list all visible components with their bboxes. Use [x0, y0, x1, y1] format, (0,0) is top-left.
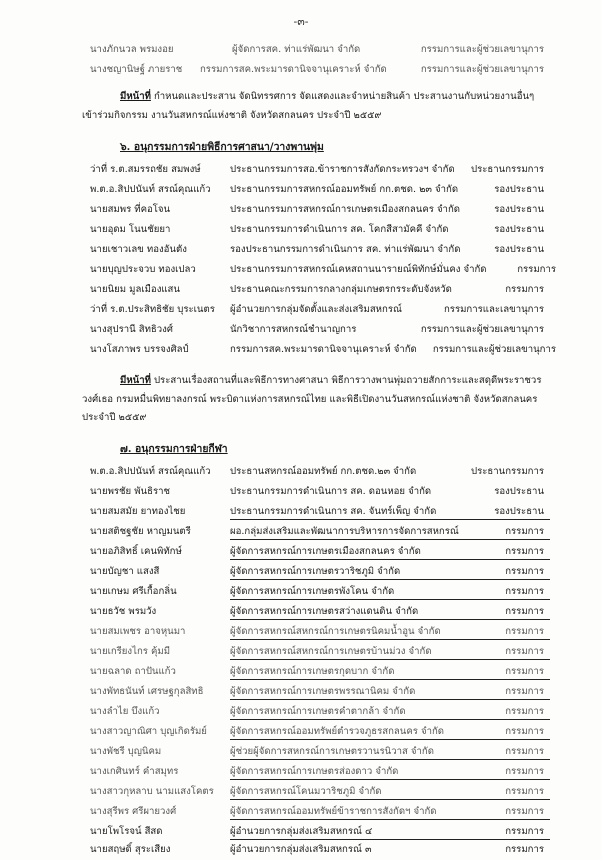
underline-rule [230, 719, 550, 720]
member-role: กรรมการ [517, 264, 556, 275]
member-name: นายบุญประจวบ ทองเปลว [90, 264, 196, 275]
underline-rule [230, 579, 550, 580]
duty-paragraph [82, 372, 544, 428]
member-position: ประธานกรรมการสหกรณ์เคหสถานนารายณ์พิทักษ์มั่นคง จำกัด [230, 264, 487, 275]
member-role: กรรมการ [505, 566, 544, 577]
member-role: กรรมการ [505, 646, 544, 657]
member-role: กรรมการ [505, 726, 544, 737]
underline-rule [230, 799, 550, 800]
member-row [0, 180, 602, 200]
member-position: ผู้จัดการสหกรณ์การเกษตรวาริชภูมิ จำกัด [230, 566, 401, 577]
member-role: กรรมการ [505, 526, 544, 537]
member-role: กรรมการและผู้ช่วยเลขานุการ [420, 324, 544, 335]
member-name: นางภักนวล พรมงอย [90, 44, 174, 55]
member-row [0, 160, 602, 180]
member-position: ประธานกรรมการดำเนินการ สค. จันทร์เพ็ญ จำกัด [230, 506, 437, 517]
member-row [0, 220, 602, 240]
member-position: ประธานกรรมการสหกรณ์ออมทรัพย์ กก.ตชด. ๒๓ จำกัด [230, 184, 459, 195]
member-row [0, 340, 602, 360]
member-role: กรรมการ [505, 826, 544, 837]
member-name: นายสมเพชร อาจหุนมา [90, 626, 186, 637]
member-role: ประธานกรรมการ [471, 164, 544, 175]
member-role: กรรมการ [505, 746, 544, 757]
member-role: รองประธาน [494, 224, 544, 235]
member-name: นางโสภาพร บรรจงศิลป์ [90, 344, 189, 355]
section-heading: ๖. อนุกรรมการฝ่ายพิธีการศาสนา/วางพานพุ่ม [120, 141, 324, 153]
member-row [0, 240, 602, 260]
duty-text: กำหนดและประสาน จัดนิทรรศการ จัดแสดงและจำหน่ายสินค้า ประสานงานกับหน่วยงานอื่นๆ เข้าร่วมกิจกรรม งานวันสหกรณ์แห่งชาติ จังหวัดสกลนคร ประจำปี ๒๕๕๙ [82, 91, 535, 121]
member-position: ประธานกรรมการสหกรณ์การเกษตรเมืองสกลนคร จำกัด [230, 204, 460, 215]
member-row [0, 260, 602, 280]
member-role: กรรมการ [505, 284, 544, 295]
member-name: นางสาวกุหลาบ นามแสงโคตร [90, 786, 214, 797]
underline-rule [230, 659, 550, 660]
member-role: กรรมการ [505, 706, 544, 717]
member-position: ผู้จัดการสหกรณ์การเกษตรพรรณานิคม จำกัด [230, 686, 416, 697]
member-role: กรรมการ [505, 586, 544, 597]
member-name: นายนิยม มูลเมืองแสน [90, 284, 180, 295]
member-role: กรรมการ [505, 546, 544, 557]
member-name: นางลำไย บึงแก้ว [90, 706, 160, 717]
member-row [0, 200, 602, 220]
member-row [0, 840, 602, 860]
underline-rule [230, 599, 550, 600]
member-name: นายโพโรจน์ สีสด [90, 826, 163, 837]
member-position: ผู้อำนวยการกลุ่มส่งเสริมสหกรณ์ ๓ [230, 844, 372, 855]
duty-text: ประสานเรื่องสถานที่และพิธีการทางศาสนา พิธีการวางพานพุ่มถวายสักการะและสดุดีพระราชวรวงศ์เธอ กรมหมื่นพิทยาลงกรณ์ พระบิดาแห่งการสหกรณ์ไทย และพิธีเปิดงานวันสหกรณ์แห่งชาติ จังหวัดสกลนคร ประจำปี ๒๕๕๙ [82, 375, 542, 423]
section-heading: ๗. อนุกรรมการฝ่ายกีฬา [120, 443, 228, 455]
member-row [0, 40, 602, 60]
member-role: กรรมการ [505, 606, 544, 617]
member-role: รองประธาน [494, 506, 544, 517]
member-name: นางสุปรานี สิทธิวงศ์ [90, 324, 173, 335]
member-position: ผู้จัดการสค. ท่าแร่พัฒนา จำกัด [232, 44, 361, 55]
member-name: นายเชาวเลข ทองอันตัง [90, 244, 187, 255]
duty-label: มีหน้าที่ [120, 375, 151, 386]
member-name: นางพัทธนันท์ เศรษฐกุลสิทธิ [90, 686, 204, 697]
underline-rule [230, 619, 550, 620]
member-name: นางสุรีพร ศรีผายวงศ์ [90, 806, 177, 817]
member-name: นายสติชฐชัย หาญมนตรี [90, 526, 191, 537]
member-position: ผู้จัดการสหกรณ์สหกรณ์การเกษตรบ้านม่วง จำกัด [230, 646, 432, 657]
member-name: นายเกษม ศรีเกื้อกลิ่น [90, 586, 177, 597]
member-row [0, 60, 602, 80]
member-name: ว่าที่ ร.ต.สมรรถชัย สมพงษ์ [90, 164, 201, 175]
member-position: ผู้อำนวยการกลุ่มส่งเสริมสหกรณ์ ๔ [230, 826, 373, 837]
underline-rule [230, 679, 550, 680]
underline-rule [230, 779, 550, 780]
member-role: กรรมการ [505, 686, 544, 697]
member-position: ผู้จัดการสหกรณ์การเกษตรส่องดาว จำกัด [230, 766, 399, 777]
underline-rule [230, 759, 550, 760]
member-role: กรรมการและผู้ช่วยเลขานุการ [432, 344, 556, 355]
member-position: นักวิชาการสหกรณ์ชำนาญการ [230, 324, 357, 335]
member-name: นางพัชรี บุญนิคม [90, 746, 162, 757]
member-position: ผู้อำนวยการกลุ่มจัดตั้งและส่งเสริมสหกรณ์ [230, 304, 402, 315]
underline-rule [230, 739, 550, 740]
underline-rule [230, 539, 550, 540]
member-role: รองประธาน [494, 244, 544, 255]
member-position: ผู้จัดการสหกรณ์การเกษตรกุดบาก จำกัด [230, 666, 395, 677]
member-role: กรรมการและเลขานุการ [443, 304, 544, 315]
member-role: กรรมการ [505, 806, 544, 817]
member-name: นายสฤษดิ์ สุระเสียง [90, 844, 171, 855]
member-position: ผู้จัดการสหกรณ์ออมทรัพย์ข้าราชการสังกัดฯ จำกัด [230, 806, 437, 817]
member-position: ผู้จัดการสหกรณ์ออมทรัพย์ตำรวจภูธรสกลนคร จำกัด [230, 726, 445, 737]
member-position: ประธานคณะกรรมการกลางกลุ่มเกษตรกรระดับจังหวัด [230, 284, 452, 295]
member-role: รองประธาน [494, 184, 544, 195]
member-position: ผู้จัดการสหกรณ์การเกษตรพังโคน จำกัด [230, 586, 395, 597]
member-role: กรรมการ [505, 626, 544, 637]
underline-rule [230, 639, 550, 640]
member-position: กรรมการสค.พระมารดานิจจานุเคราะห์ จำกัด [200, 64, 387, 75]
member-role: รองประธาน [494, 204, 544, 215]
underline-rule [230, 699, 550, 700]
underline-rule [230, 559, 550, 560]
member-name: นายฉลาด ถาปันแก้ว [90, 666, 176, 677]
member-name: นายพรชัย พันธิราช [90, 486, 171, 497]
member-name: นายเกรียงไกร คุ้มมี [90, 646, 171, 657]
duty-label: มีหน้าที่ [120, 91, 151, 102]
member-position: ประธานกรรมการดำเนินการ สค. โคกสีสามัคคี จำกัด [230, 224, 449, 235]
page-number: -๓- [293, 15, 309, 28]
member-row [0, 300, 602, 320]
member-row [0, 462, 602, 482]
member-name: นางสาวญาณิศา บุญเกิดรัมย์ [90, 726, 207, 737]
member-name: นางเกศินทร์ คำสมุทร [90, 766, 179, 777]
member-name: นายบัญชา แสงสี [90, 566, 160, 577]
member-role: กรรมการ [505, 844, 544, 855]
member-position: ผอ.กลุ่มส่งเสริมและพัฒนาการบริหารการจัดการสหกรณ์ [230, 526, 459, 537]
member-position: ประธานกรรมการสอ.ข้าราชการสังกัดกระทรวงฯ จำกัด [230, 164, 455, 175]
underline-rule [230, 819, 550, 820]
member-position: ผู้จัดการสหกรณ์การเกษตรเมืองสกลนคร จำกัด [230, 546, 421, 557]
member-position: ประธานสหกรณ์ออมทรัพย์ กก.ตชด.๒๓ จำกัด [230, 466, 417, 477]
member-name: ว่าที่ ร.ต.ประสิทธิชัย บุระเนตร [90, 304, 215, 315]
member-row [0, 482, 602, 502]
member-position: ผู้จัดการสหกรณ์สหกรณ์การเกษตรนิคมน้ำอูน จำกัด [230, 626, 441, 637]
member-role: รองประธาน [494, 486, 544, 497]
member-position: ประธานกรรมการดำเนินการ สค. ดอนหอย จำกัด [230, 486, 432, 497]
member-row [0, 280, 602, 300]
underline-rule [230, 519, 550, 520]
member-role: กรรมการ [505, 786, 544, 797]
member-name: นางชญานิษฐ์ ภายราช [90, 64, 183, 75]
member-position: ผู้จัดการสหกรณ์การเกษตรคำตากล้า จำกัด [230, 706, 406, 717]
member-row [0, 320, 602, 340]
member-name: นายอภิสิทธิ์ เคนพิทักษ์ [90, 546, 182, 557]
member-role: กรรมการ [505, 666, 544, 677]
member-name: พ.ต.อ.สิปปนันท์ สรณ์คุณแก้ว [90, 184, 211, 195]
member-name: นายสมพร ที่คอโจน [90, 204, 171, 215]
member-role: ประธานกรรมการ [471, 466, 544, 477]
duty-paragraph [82, 88, 544, 125]
member-position: กรรมการสค.พระมารดานิจจานุเคราะห์ จำกัด [230, 344, 417, 355]
member-role: กรรมการและผู้ช่วยเลขานุการ [420, 44, 544, 55]
member-role: กรรมการ [505, 766, 544, 777]
member-position: รองประธานกรรมการดำเนินการ สค. ท่าแร่พัฒนา จำกัด [230, 244, 461, 255]
member-name: นายสมสมัย ยาทองไชย [90, 506, 186, 517]
member-position: ผู้จัดการสหกรณ์การเกษตรสว่างแดนดิน จำกัด [230, 606, 419, 617]
member-name: นายธวัช พรมวัง [90, 606, 157, 617]
member-position: ผู้ช่วยผู้จัดการสหกรณ์การเกษตรวานรนิวาส จำกัด [230, 746, 434, 757]
member-position: ผู้จัดการสหกรณ์โคนมวาริชภูมิ จำกัด [230, 786, 382, 797]
member-name: นายอุดม โนนชัยยา [90, 224, 171, 235]
member-role: กรรมการและผู้ช่วยเลขานุการ [420, 64, 544, 75]
member-name: พ.ต.อ.สิปปนันท์ สรณ์คุณแก้ว [90, 466, 211, 477]
